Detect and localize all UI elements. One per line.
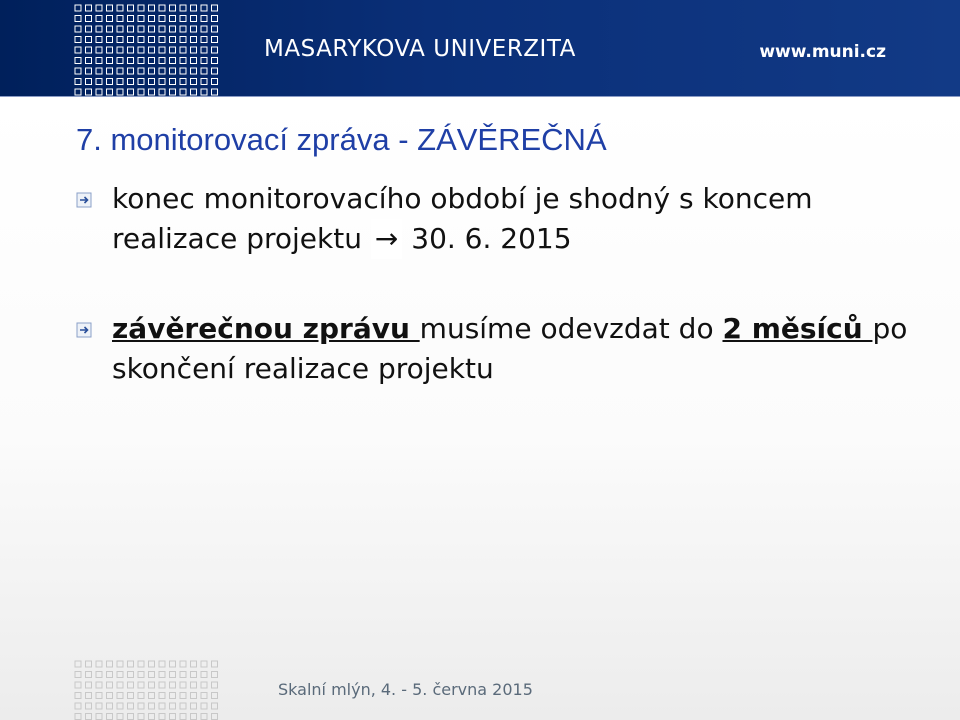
grid-dot	[86, 661, 92, 667]
grid-dot	[107, 37, 113, 43]
grid-dot	[128, 714, 134, 720]
grid-dot	[96, 672, 102, 678]
grid-dot	[212, 661, 218, 667]
grid-dot	[86, 47, 92, 53]
grid-dot	[117, 58, 123, 64]
grid-dot	[170, 682, 176, 688]
grid-dot	[180, 703, 186, 709]
grid-dot	[170, 79, 176, 85]
grid-dot	[212, 5, 218, 11]
grid-dot	[128, 703, 134, 709]
grid-dot	[117, 79, 123, 85]
grid-dot	[86, 37, 92, 43]
grid-dot	[149, 37, 155, 43]
grid-dot	[180, 68, 186, 74]
grid-dot	[117, 672, 123, 678]
grid-dot	[138, 89, 144, 95]
grid-dot	[191, 5, 197, 11]
grid-dot	[138, 672, 144, 678]
bullet-arrow-icon	[76, 322, 92, 338]
grid-dot	[170, 672, 176, 678]
grid-dot	[201, 79, 207, 85]
grid-dot	[201, 16, 207, 22]
grid-dot	[86, 89, 92, 95]
grid-dot	[191, 68, 197, 74]
grid-dot	[149, 703, 155, 709]
grid-dot	[149, 714, 155, 720]
grid-dot	[159, 68, 165, 74]
grid-dot	[191, 16, 197, 22]
grid-dot	[180, 58, 186, 64]
grid-dot	[159, 47, 165, 53]
grid-dot	[191, 714, 197, 720]
bullet-1	[112, 179, 932, 259]
grid-dot	[170, 89, 176, 95]
grid-dot	[159, 16, 165, 22]
grid-dot	[107, 47, 113, 53]
grid-dot	[96, 37, 102, 43]
grid-dot	[117, 661, 123, 667]
website-link[interactable]: www.muni.cz	[759, 42, 886, 62]
grid-dot	[107, 714, 113, 720]
grid-dot	[117, 5, 123, 11]
grid-dot	[128, 26, 134, 32]
grid-dot	[180, 47, 186, 53]
grid-dot	[107, 89, 113, 95]
bullet-1-line-2	[112, 219, 932, 259]
grid-dot	[170, 693, 176, 699]
grid-dot	[191, 79, 197, 85]
grid-dot	[191, 89, 197, 95]
grid-dot	[75, 16, 81, 22]
grid-dot	[107, 16, 113, 22]
grid-dot	[212, 672, 218, 678]
grid-dot	[149, 47, 155, 53]
grid-dot	[159, 714, 165, 720]
final-report-emphasis: závěrečnou zprávu	[112, 312, 420, 345]
grid-dot	[107, 58, 113, 64]
grid-dot	[128, 16, 134, 22]
grid-dot	[107, 693, 113, 699]
grid-dot	[159, 26, 165, 32]
grid-dot	[117, 47, 123, 53]
dot-grid-logo-icon	[74, 4, 224, 104]
grid-dot	[159, 79, 165, 85]
grid-dot	[149, 58, 155, 64]
grid-dot	[96, 68, 102, 74]
grid-dot	[212, 693, 218, 699]
bullet-1-line-1: konec monitorovacího období je shodný s koncem	[112, 182, 813, 215]
end-date: 30. 6. 2015	[411, 222, 572, 255]
grid-dot	[96, 58, 102, 64]
grid-dot	[212, 26, 218, 32]
grid-dot	[138, 661, 144, 667]
grid-dot	[212, 58, 218, 64]
grid-dot	[138, 703, 144, 709]
bullet-2-text-2: po	[872, 312, 908, 345]
grid-dot	[180, 79, 186, 85]
grid-dot	[170, 5, 176, 11]
grid-dot	[191, 47, 197, 53]
grid-dot	[75, 703, 81, 709]
footer-text: Skalní mlýn, 4. - 5. června 2015	[278, 680, 533, 699]
grid-dot	[159, 37, 165, 43]
grid-dot	[201, 682, 207, 688]
grid-dot	[117, 703, 123, 709]
grid-dot	[159, 693, 165, 699]
grid-dot	[149, 5, 155, 11]
grid-dot	[86, 703, 92, 709]
grid-dot	[159, 703, 165, 709]
grid-dot	[75, 661, 81, 667]
grid-dot	[75, 714, 81, 720]
slide-title: 7. monitorovací zpráva - ZÁVĚREČNÁ	[76, 122, 607, 157]
grid-dot	[149, 693, 155, 699]
grid-dot	[96, 47, 102, 53]
grid-dot	[96, 661, 102, 667]
grid-dot	[170, 714, 176, 720]
grid-dot	[75, 47, 81, 53]
bullet-2-text-1: musíme odevzdat do	[419, 312, 723, 345]
grid-dot	[212, 682, 218, 688]
grid-dot	[159, 682, 165, 688]
grid-dot	[86, 714, 92, 720]
grid-dot	[138, 16, 144, 22]
grid-dot	[149, 682, 155, 688]
grid-dot	[75, 26, 81, 32]
bullet-2	[112, 309, 932, 389]
grid-dot	[128, 58, 134, 64]
grid-dot	[212, 37, 218, 43]
grid-dot	[180, 714, 186, 720]
grid-dot	[138, 693, 144, 699]
grid-dot	[117, 16, 123, 22]
grid-dot	[107, 79, 113, 85]
grid-dot	[191, 703, 197, 709]
grid-dot	[96, 703, 102, 709]
grid-dot	[86, 68, 92, 74]
grid-dot	[138, 47, 144, 53]
grid-dot	[201, 672, 207, 678]
grid-dot	[191, 682, 197, 688]
grid-dot	[107, 661, 113, 667]
grid-dot	[117, 37, 123, 43]
grid-dot	[191, 693, 197, 699]
grid-dot	[128, 682, 134, 688]
grid-dot	[86, 682, 92, 688]
grid-dot	[128, 79, 134, 85]
grid-dot	[159, 89, 165, 95]
grid-dot	[128, 47, 134, 53]
grid-dot	[86, 672, 92, 678]
grid-dot	[86, 5, 92, 11]
grid-dot	[159, 672, 165, 678]
grid-dot	[191, 672, 197, 678]
grid-dot	[170, 47, 176, 53]
grid-dot	[138, 26, 144, 32]
grid-dot	[128, 37, 134, 43]
grid-dot	[117, 714, 123, 720]
university-name: MASARYKOVA UNIVERZITA	[264, 36, 576, 62]
grid-dot	[212, 68, 218, 74]
grid-dot	[75, 693, 81, 699]
grid-dot	[201, 714, 207, 720]
grid-dot	[96, 16, 102, 22]
grid-dot	[191, 661, 197, 667]
grid-dot	[201, 661, 207, 667]
grid-dot	[138, 714, 144, 720]
grid-dot	[75, 682, 81, 688]
grid-dot	[170, 26, 176, 32]
grid-dot	[201, 89, 207, 95]
grid-dot	[128, 661, 134, 667]
grid-dot	[75, 58, 81, 64]
grid-dot	[86, 79, 92, 85]
grid-dot	[180, 26, 186, 32]
grid-dot	[170, 661, 176, 667]
bullet-2-line-2: skončení realizace projektu	[112, 352, 494, 385]
grid-dot	[75, 672, 81, 678]
header-bar	[0, 0, 960, 97]
grid-dot	[191, 37, 197, 43]
grid-dot	[117, 682, 123, 688]
grid-dot	[96, 26, 102, 32]
grid-dot	[212, 703, 218, 709]
grid-dot	[128, 89, 134, 95]
grid-dot	[170, 703, 176, 709]
grid-dot	[180, 16, 186, 22]
bullet-1-text: realizace projektu	[112, 222, 362, 255]
grid-dot	[96, 693, 102, 699]
grid-dot	[107, 703, 113, 709]
bullet-arrow-icon	[76, 192, 92, 208]
grid-dot	[96, 714, 102, 720]
grid-dot	[149, 672, 155, 678]
grid-dot	[96, 79, 102, 85]
grid-dot	[180, 89, 186, 95]
grid-dot	[180, 682, 186, 688]
grid-dot	[128, 672, 134, 678]
grid-dot	[117, 68, 123, 74]
grid-dot	[170, 58, 176, 64]
grid-dot	[86, 16, 92, 22]
grid-dot	[138, 79, 144, 85]
grid-dot	[170, 16, 176, 22]
grid-dot	[201, 47, 207, 53]
grid-dot	[149, 79, 155, 85]
grid-dot	[128, 68, 134, 74]
grid-dot	[149, 89, 155, 95]
grid-dot	[201, 693, 207, 699]
grid-dot	[180, 37, 186, 43]
grid-dot	[180, 5, 186, 11]
grid-dot	[107, 682, 113, 688]
grid-dot	[201, 58, 207, 64]
grid-dot	[212, 16, 218, 22]
grid-dot	[138, 58, 144, 64]
grid-dot	[75, 5, 81, 11]
dot-grid-decoration-icon	[74, 660, 224, 720]
grid-dot	[180, 661, 186, 667]
grid-dot	[170, 68, 176, 74]
grid-dot	[180, 672, 186, 678]
grid-dot	[96, 5, 102, 11]
grid-dot	[212, 89, 218, 95]
bullet-2-line-1	[112, 309, 932, 349]
grid-dot	[96, 89, 102, 95]
grid-dot	[212, 714, 218, 720]
grid-dot	[149, 26, 155, 32]
grid-dot	[86, 58, 92, 64]
grid-dot	[201, 5, 207, 11]
grid-dot	[159, 661, 165, 667]
grid-dot	[138, 68, 144, 74]
grid-dot	[96, 682, 102, 688]
grid-dot	[128, 693, 134, 699]
grid-dot	[170, 37, 176, 43]
grid-dot	[212, 47, 218, 53]
grid-dot	[180, 693, 186, 699]
grid-dot	[159, 58, 165, 64]
grid-dot	[117, 693, 123, 699]
deadline-emphasis: 2 měsíců	[722, 312, 873, 345]
grid-dot	[75, 37, 81, 43]
grid-dot	[86, 693, 92, 699]
grid-dot	[128, 5, 134, 11]
grid-dot	[75, 89, 81, 95]
grid-dot	[75, 79, 81, 85]
grid-dot	[149, 661, 155, 667]
grid-dot	[86, 26, 92, 32]
grid-dot	[117, 26, 123, 32]
grid-dot	[117, 89, 123, 95]
grid-dot	[201, 68, 207, 74]
grid-dot	[75, 68, 81, 74]
grid-dot	[138, 5, 144, 11]
grid-dot	[107, 68, 113, 74]
grid-dot	[201, 703, 207, 709]
grid-dot	[212, 79, 218, 85]
grid-dot	[149, 68, 155, 74]
grid-dot	[159, 5, 165, 11]
grid-dot	[201, 26, 207, 32]
grid-dot	[191, 26, 197, 32]
right-arrow-icon: →	[371, 219, 402, 259]
grid-dot	[138, 37, 144, 43]
grid-dot	[138, 682, 144, 688]
grid-dot	[191, 58, 197, 64]
grid-dot	[149, 16, 155, 22]
grid-dot	[107, 26, 113, 32]
grid-dot	[201, 37, 207, 43]
grid-dot	[107, 672, 113, 678]
grid-dot	[107, 5, 113, 11]
